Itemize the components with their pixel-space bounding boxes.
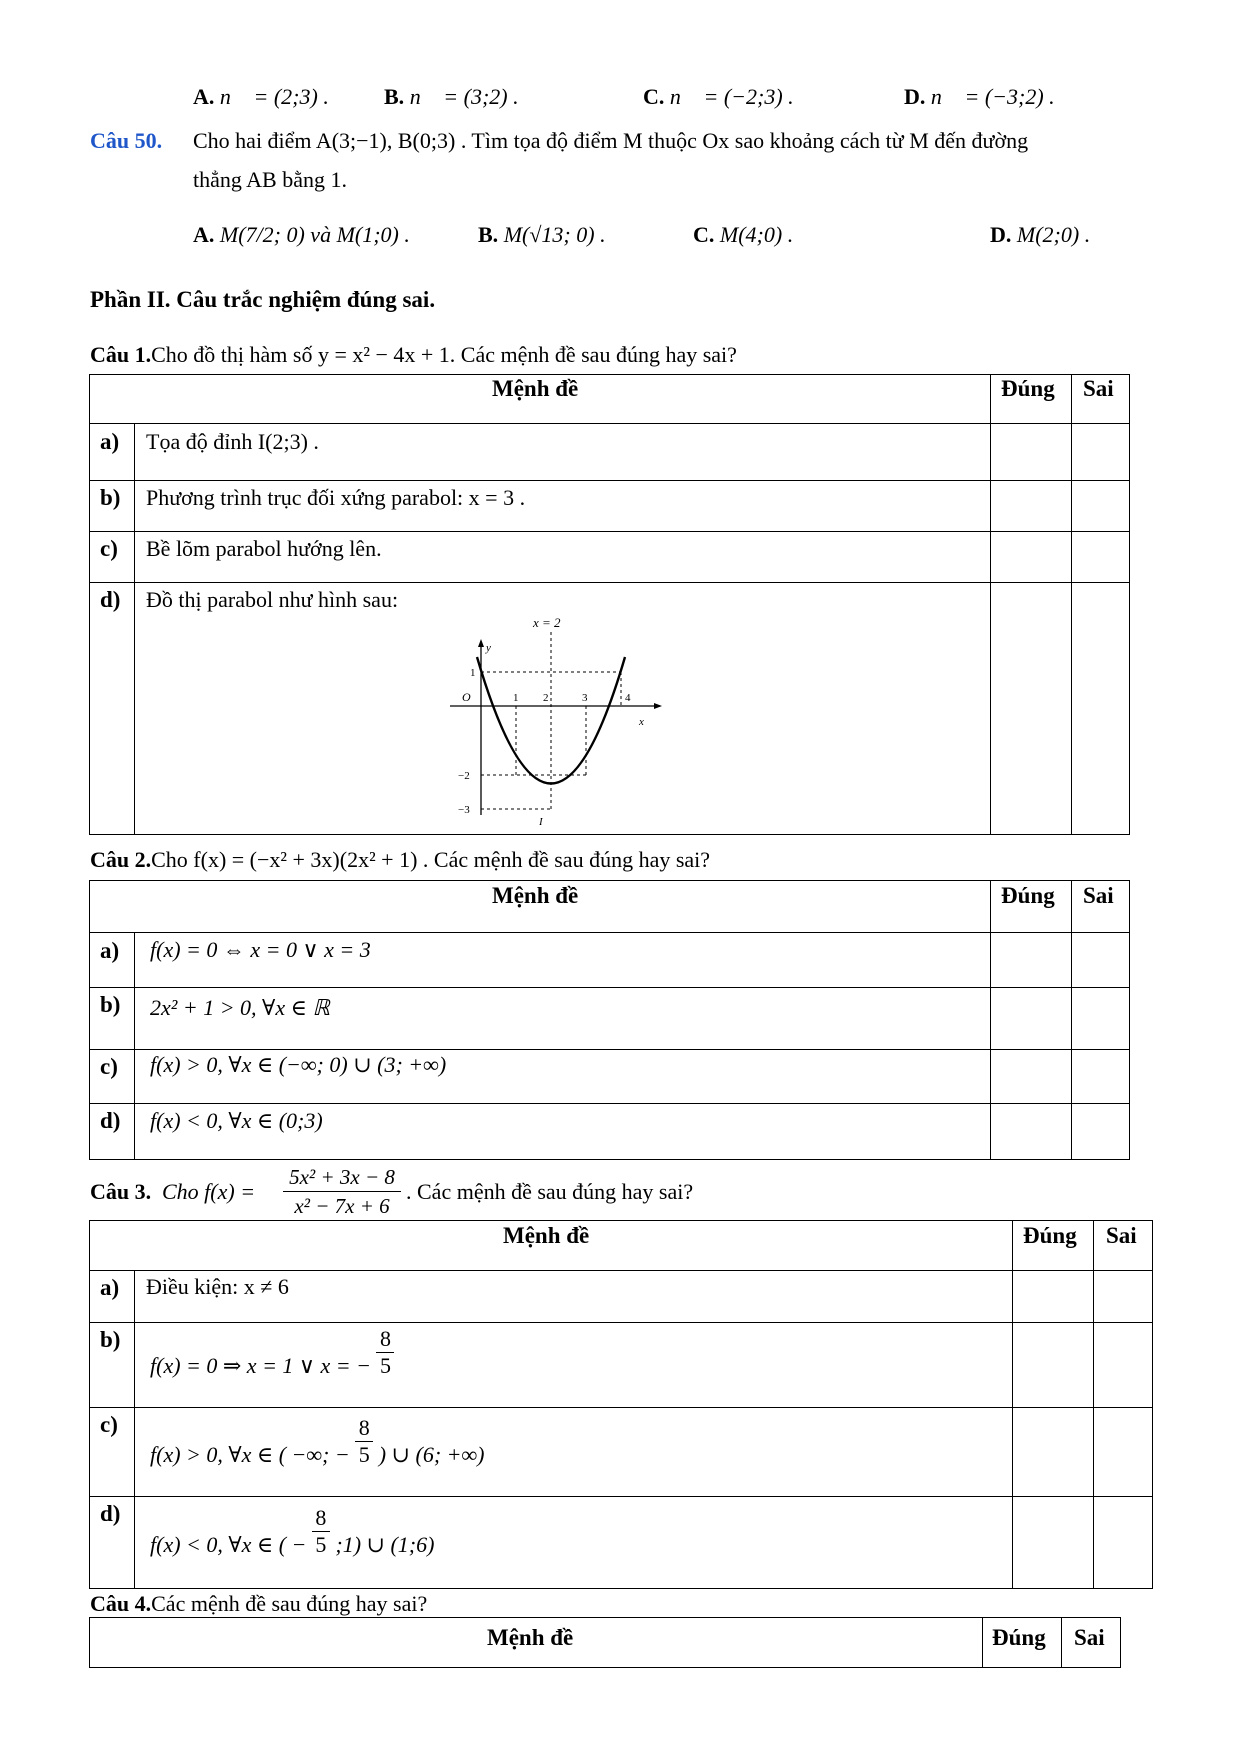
fraction-numerator: 8: [315, 1505, 327, 1530]
q3-header-statement: Mệnh đề: [503, 1223, 590, 1248]
fraction-denominator: 5: [379, 1353, 391, 1378]
q4-text: Các mệnh đề sau đúng hay sai?: [151, 1591, 428, 1616]
fraction-numerator: 8: [358, 1415, 370, 1440]
q3-header-false: Sai: [1106, 1223, 1137, 1248]
q3-row-d-text: [150, 1505, 434, 1581]
q2-header-statement: Mệnh đề: [492, 883, 579, 908]
q1-row-a-label: a): [100, 429, 120, 454]
q3-row-a-label: a): [100, 1275, 120, 1300]
graph-y-axis-label: y: [486, 642, 491, 654]
graph-origin-label: O: [462, 690, 471, 704]
option-text: n⃗ = (−2;3) .: [669, 84, 794, 109]
q1-title: [90, 342, 737, 368]
q2-row-a-text: f(x) = 0 ⇔ x = 0 ∨ x = 3: [150, 937, 371, 962]
q3-header-true: Đúng: [1023, 1223, 1077, 1248]
option-text: n⃗ = (2;3) .: [219, 84, 329, 109]
option-text: M(4;0) .: [719, 222, 794, 247]
q1-row-b-text: Phương trình trục đối xứng parabol: x = 3 .: [146, 485, 526, 510]
graph-y-tick: −2: [458, 770, 470, 782]
option-text: n⃗ = (−3;2) .: [930, 84, 1055, 109]
q1-row-d-text: Đồ thị parabol như hình sau:: [146, 587, 399, 612]
option-label: A.: [193, 84, 215, 109]
fraction-numerator: 8: [379, 1326, 391, 1351]
option-label: C.: [643, 84, 665, 109]
option-label: A.: [193, 222, 215, 247]
q1-number: Câu 1.: [90, 342, 152, 367]
q4-header-statement: Mệnh đề: [487, 1625, 574, 1650]
q2-text: Cho f(x) = (−x² + 3x)(2x² + 1) . Các mệnh đề sau đúng hay sai?: [151, 847, 711, 872]
q50-option-b: [478, 222, 606, 248]
q50-number: Câu 50.: [90, 128, 163, 153]
q3-number: Câu 3.: [90, 1179, 152, 1204]
q1-text: Cho đồ thị hàm số y = x² − 4x + 1. Các mệnh đề sau đúng hay sai?: [151, 342, 737, 367]
graph-x-tick: 2: [543, 692, 549, 704]
option-label: C.: [693, 222, 715, 247]
graph-axis-title: x = 2: [533, 615, 561, 630]
q2-number: Câu 2.: [90, 847, 152, 872]
q1-row-b-label: b): [100, 485, 121, 510]
part2-title: Phần II. Câu trắc nghiệm đúng sai.: [90, 287, 436, 312]
graph-x-axis-label: x: [639, 716, 644, 728]
q4-title: [90, 1591, 427, 1617]
q1-header-false: Sai: [1083, 376, 1114, 401]
q3-row-b-text: [150, 1326, 394, 1402]
q2-header-false: Sai: [1083, 883, 1114, 908]
option-text: n⃗ = (3;2) .: [409, 84, 519, 109]
option-text: M(√13; 0) .: [503, 222, 606, 247]
option-label: B.: [384, 84, 405, 109]
q3-row-b-label: b): [100, 1327, 121, 1352]
expr-pre: f(x) < 0, ∀x ∈ ( −: [150, 1532, 307, 1557]
q2-row-b-text: 2x² + 1 > 0, ∀x ∈ ℝ: [150, 995, 330, 1020]
option-label: D.: [990, 222, 1012, 247]
expr-post: ) ∪ (6; +∞): [378, 1442, 485, 1467]
q49-option-d: [904, 84, 1055, 110]
q4-number: Câu 4.: [90, 1591, 152, 1616]
graph-x-tick: 4: [625, 692, 631, 704]
option-label: B.: [478, 222, 499, 247]
graph-y-tick: −3: [458, 804, 470, 816]
fraction-denominator: 5: [315, 1532, 327, 1557]
q3-row-a-text: Điều kiện: x ≠ 6: [146, 1274, 289, 1299]
q4-header-false: Sai: [1074, 1625, 1105, 1650]
q49-option-a: [193, 84, 329, 110]
fraction: [312, 1505, 330, 1558]
q2-row-d-label: d): [100, 1108, 121, 1133]
q1-row-a-text: Tọa độ đỉnh I(2;3) .: [146, 429, 319, 454]
q2-title: [90, 847, 710, 873]
q3-tail: . Các mệnh đề sau đúng hay sai?: [406, 1179, 694, 1204]
q2-row-c-label: c): [100, 1054, 118, 1079]
q2-row-b-label: b): [100, 992, 121, 1017]
option-text: M(2;0) .: [1016, 222, 1091, 247]
graph-y-tick: 1: [470, 667, 476, 679]
q2-row-c-text: f(x) > 0, ∀x ∈ (−∞; 0) ∪ (3; +∞): [150, 1052, 447, 1077]
fraction-numerator: 5x² + 3x − 8: [289, 1165, 395, 1189]
graph-vertex-label: I: [539, 816, 543, 828]
q3-row-c-label: c): [100, 1412, 118, 1437]
q3-cho: Cho f(x) =: [162, 1179, 256, 1204]
graph-x-tick: 3: [582, 692, 588, 704]
fraction-denominator: x² − 7x + 6: [294, 1194, 390, 1218]
fraction: [355, 1415, 373, 1468]
q4-header-true: Đúng: [992, 1625, 1046, 1650]
q1-row-d-label: d): [100, 587, 121, 612]
q3-row-d-label: d): [100, 1501, 121, 1526]
parabola-graph: [440, 610, 670, 832]
q2-row-d-text: f(x) < 0, ∀x ∈ (0;3): [150, 1108, 323, 1133]
q3-fraction: [283, 1165, 401, 1218]
q2-header-true: Đúng: [1001, 883, 1055, 908]
q2-row-a-label: a): [100, 938, 120, 963]
q50-option-d: [990, 222, 1090, 248]
fraction-bar: [283, 1191, 401, 1192]
q1-header-statement: Mệnh đề: [492, 376, 579, 401]
option-label: D.: [904, 84, 926, 109]
fraction-denominator: 5: [358, 1442, 370, 1467]
expr-pre: f(x) > 0, ∀x ∈ ( −∞; −: [150, 1442, 350, 1467]
q1-row-c-text: Bề lõm parabol hướng lên.: [146, 536, 382, 561]
q50-text-line2: thẳng AB bằng 1.: [193, 167, 347, 192]
q50-option-a: [193, 222, 410, 248]
graph-x-tick: 1: [513, 692, 519, 704]
q1-header-true: Đúng: [1001, 376, 1055, 401]
expr-post: ;1) ∪ (1;6): [335, 1532, 435, 1557]
q50-option-c: [693, 222, 793, 248]
q3-row-c-text: [150, 1415, 485, 1491]
q1-row-c-label: c): [100, 536, 118, 561]
fraction: [376, 1326, 394, 1379]
option-text: M(7/2; 0) và M(1;0) .: [219, 222, 410, 247]
q49-option-c: [643, 84, 794, 110]
q49-option-b: [384, 84, 519, 110]
q50-text-line1: Cho hai điểm A(3;−1), B(0;3) . Tìm tọa độ điểm M thuộc Ox sao khoảng cách từ M đến đường: [193, 128, 1029, 153]
expr-pre: f(x) = 0 ⇒ x = 1 ∨ x = −: [150, 1353, 371, 1378]
